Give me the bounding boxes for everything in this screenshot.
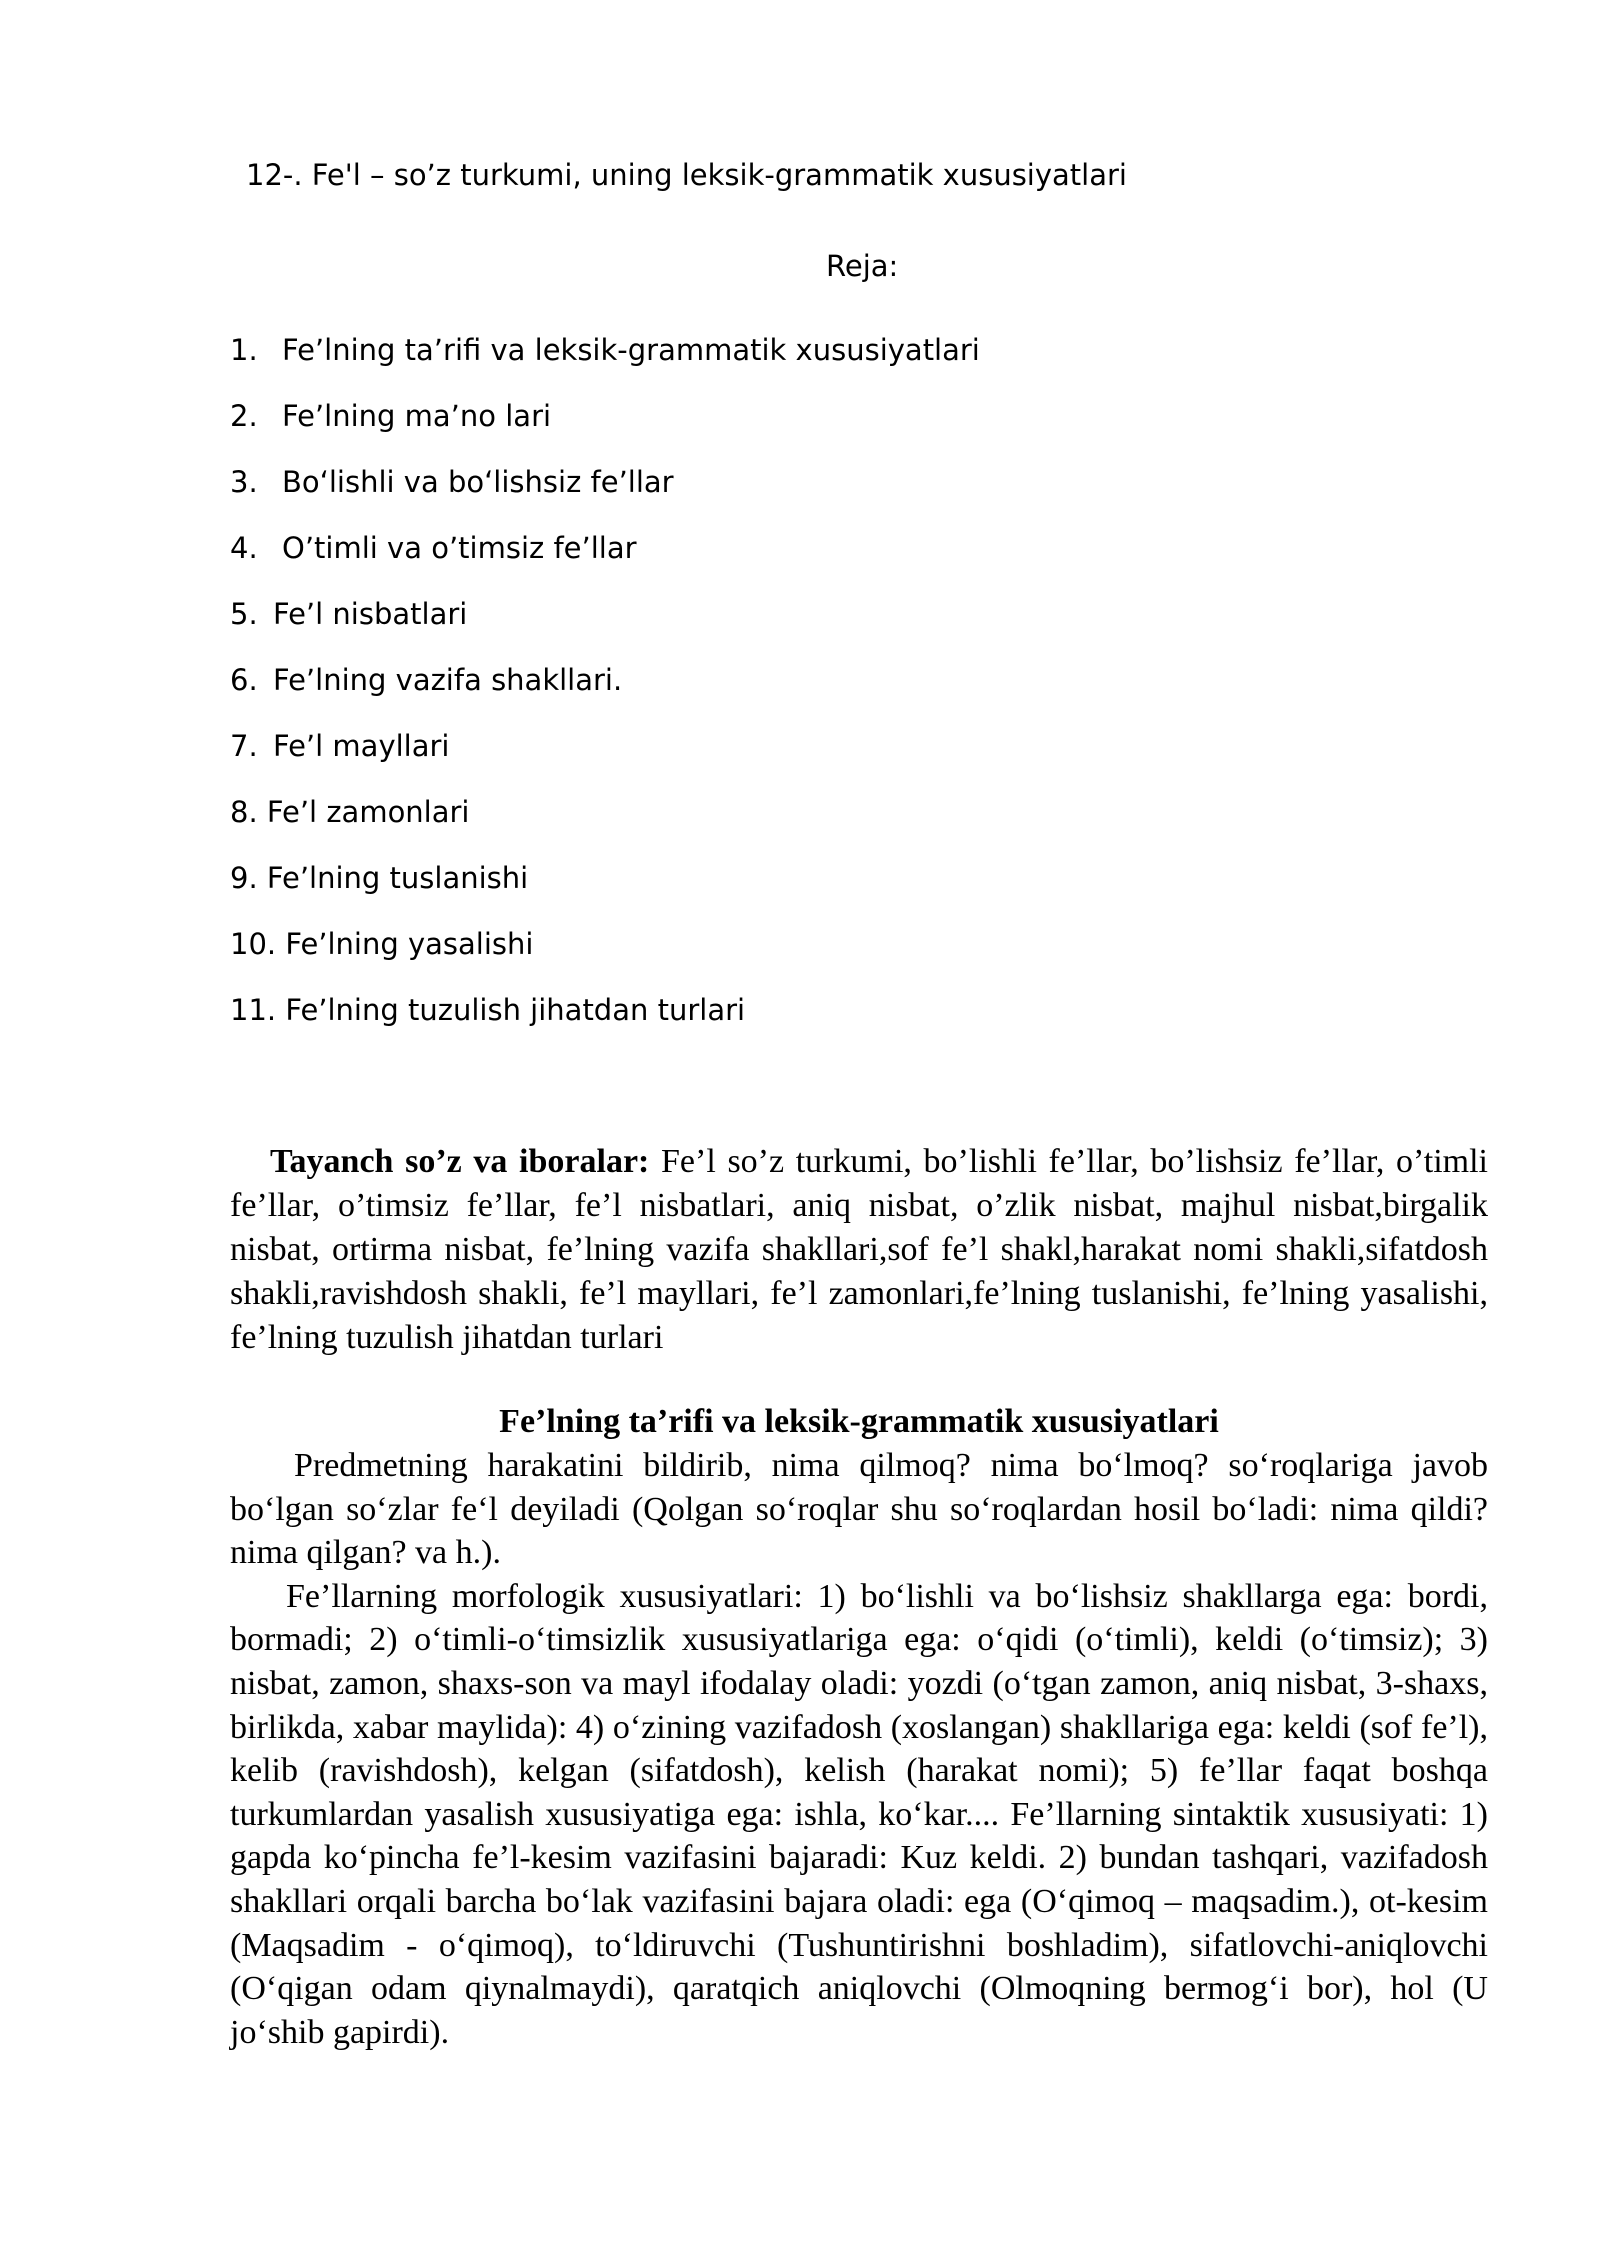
plan-list <box>230 330 980 1056</box>
plan-item <box>230 660 980 726</box>
plan-item-text: Fe’l zamonlari <box>266 795 470 829</box>
plan-item-number: 2. <box>230 399 258 433</box>
plan-item-text: Fe’lning vazifa shakllari. <box>273 663 623 697</box>
plan-item-number: 4. <box>230 531 258 565</box>
plan-item-number: 11. <box>230 993 277 1027</box>
plan-item-number: 6. <box>230 663 258 697</box>
plan-item <box>230 462 980 528</box>
plan-item-text: Bo‘lishli va bo‘lishsiz fe’llar <box>282 465 674 499</box>
plan-item-number: 1. <box>230 333 258 367</box>
keywords-text: Fe’l so’z turkumi, bo’lishli fe’llar, bo’lishsiz fe’llar, o’timli fe’llar, o’timsiz fe’llar, fe’l nisbatlari, aniq nisbat, o’zlik nisbat, majhul nisbat,birgalik nisbat, ortirma nisbat, fe’lning vazifa shakllari,sof fe’l shakl,harakat nomi shakli,sifatdosh shakli,ravishdosh shakli, fe’l mayllari, fe’l zamonlari,fe’lning tuslanishi, fe’lning yasalishi, fe’lning tuzulish jihatdan turlari <box>230 1143 1488 1356</box>
plan-item <box>230 858 980 924</box>
plan-item-number: 9. <box>230 861 258 895</box>
plan-item <box>230 396 980 462</box>
plan-item-text: Fe’lning tuzulish jihatdan turlari <box>285 993 746 1027</box>
plan-item <box>230 330 980 396</box>
plan-item-number: 3. <box>230 465 258 499</box>
plan-item-text: Fe’l nisbatlari <box>273 597 468 631</box>
plan-item <box>230 594 980 660</box>
plan-item-text: O’timli va o’timsiz fe’llar <box>282 531 637 565</box>
keywords-paragraph <box>230 1140 1488 1360</box>
keywords-label: Tayanch so’z va iboralar: <box>270 1143 650 1180</box>
plan-item-text: Fe’lning yasalishi <box>285 927 534 961</box>
plan-item-number: 5. <box>230 597 258 631</box>
section-body <box>230 1444 1488 2054</box>
document-title: 12-. Fe'l – so’z turkumi, uning leksik-grammatik xususiyatlari <box>246 158 1127 192</box>
plan-item-number: 10. <box>230 927 277 961</box>
body-paragraph: Predmetning harakatini bildirib, nima qilmoq? nima bo‘lmoq? so‘roqlariga javob bo‘lgan so‘zlar fe‘l deyiladi (Qolgan so‘roqlar shu so‘roqlardan hosil bo‘ladi: nima qildi? nima qilgan? va h.). <box>230 1447 1488 1572</box>
plan-item-text: Fe’lning ma’no lari <box>282 399 552 433</box>
body-paragraph: Fe’llarning morfologik xususiyatlari: 1) bo‘lishli va bo‘lishsiz shakllarga ega: bordi, bormadi; 2) o‘timli-o‘timsizlik xususiyatlariga ega: o‘qidi (o‘timli), keldi (o‘timsiz); 3) nisbat, zamon, shaxs-son va mayl ifodalay oladi: yozdi (o‘tgan zamon, aniq nisbat, 3-shaxs, birlikda, xabar maylida): 4) o‘zining vazifadosh (xoslangan) shakllariga ega: keldi (sof fe’l), kelib (ravishdosh), kelgan (sifatdosh), kelish (harakat nomi); 5) fe’llar faqat boshqa turkumlardan yasalish xususiyatiga ega: ishla, ko‘kar.... Fe’llarning sintaktik xususiyati: 1) gapda ko‘pincha fe’l-kesim vazifasini bajaradi: Kuz keldi. 2) bundan tashqari, vazifadosh shakllari orqali barcha bo‘lak vazifasini bajara oladi: ega (O‘qimoq – maqsadim.), ot-kesim (Maqsadim - o‘qimoq), to‘ldiruvchi (Tushuntirishni boshladim), sifatlovchi-aniqlovchi (O‘qigan odam qiynalmaydi), qaratqich aniqlovchi (Olmoqning bermog‘i bor), hol (U jo‘shib gapirdi). <box>230 1577 1488 2051</box>
plan-item-text: Fe’l mayllari <box>273 729 450 763</box>
plan-label: Reja: <box>826 249 899 283</box>
plan-item-number: 8. <box>230 795 258 829</box>
plan-item <box>230 528 980 594</box>
plan-item <box>230 726 980 792</box>
plan-item <box>230 924 980 990</box>
section-heading: Fe’lning ta’rifi va leksik-grammatik xususiyatlari <box>499 1403 1219 1440</box>
plan-item-text: Fe’lning tuslanishi <box>266 861 529 895</box>
plan-item-text: Fe’lning ta’rifi va leksik-grammatik xususiyatlari <box>282 333 980 367</box>
plan-item <box>230 990 980 1056</box>
plan-item <box>230 792 980 858</box>
plan-item-number: 7. <box>230 729 258 763</box>
